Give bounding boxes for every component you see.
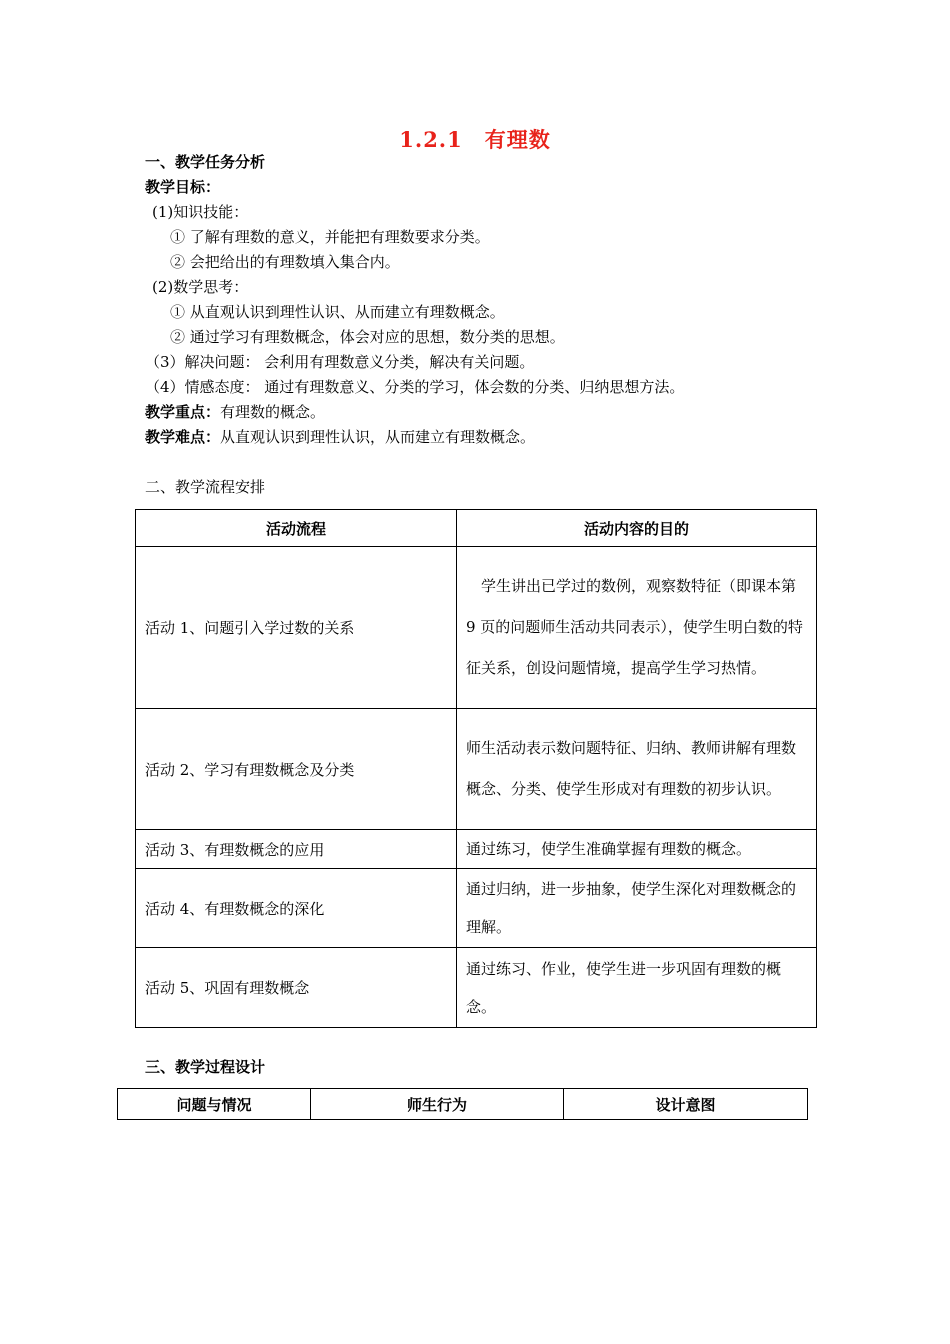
flow-table	[135, 509, 817, 1028]
activity-cell: 活动 3、有理数概念的应用	[136, 830, 457, 869]
table-row	[136, 547, 817, 709]
difficult-text: 从直观认识到理性认识，从而建立有理数概念。	[220, 428, 536, 446]
difficult-label: 教学难点：	[145, 428, 221, 446]
activity-cell: 活动 1、问题引入学过数的关系	[136, 547, 457, 709]
knowledge-item: ② 会把给出的有理数填入集合内。	[170, 253, 400, 271]
difficult-point	[145, 427, 535, 447]
process-table	[117, 1088, 808, 1120]
problem-solving: （3）解决问题： 会利用有理数意义分类，解决有关问题。	[145, 353, 535, 371]
purpose-cell: 学生讲出已学过的数例，观察数特征（即课本第 9 页的问题师生活动共同表示），使学生明白数的特征关系，创设问题情境，提高学生学习热情。	[457, 547, 817, 709]
section3-heading: 三、教学过程设计	[145, 1058, 266, 1076]
thinking-label: (2)数学思考：	[152, 278, 249, 296]
key-text: 有理数的概念。	[220, 403, 326, 421]
purpose-cell: 通过练习、作业，使学生进一步巩固有理数的概念。	[457, 948, 817, 1028]
column-header: 问题与情况	[118, 1089, 311, 1120]
knowledge-label: (1)知识技能：	[152, 203, 249, 221]
table-header-row	[118, 1089, 808, 1120]
table-row	[136, 948, 817, 1028]
column-header: 设计意图	[564, 1089, 808, 1120]
table-row	[136, 869, 817, 948]
thinking-item: ② 通过学习有理数概念，体会对应的思想，数分类的思想。	[170, 328, 565, 346]
section1-heading: 一、教学任务分析	[145, 153, 266, 171]
key-label: 教学重点：	[145, 403, 221, 421]
table-row	[136, 830, 817, 869]
purpose-cell: 师生活动表示数问题特征、归纳、教师讲解有理数概念、分类、使学生形成对有理数的初步认识。	[457, 709, 817, 830]
activity-cell: 活动 5、巩固有理数概念	[136, 948, 457, 1028]
purpose-cell: 通过练习，使学生准确掌握有理数的概念。	[457, 830, 817, 869]
activity-cell: 活动 4、有理数概念的深化	[136, 869, 457, 948]
activity-cell: 活动 2、学习有理数概念及分类	[136, 709, 457, 830]
table-header-row	[136, 510, 817, 547]
column-header: 活动流程	[136, 510, 457, 547]
column-header: 活动内容的目的	[457, 510, 817, 547]
section2-heading: 二、教学流程安排	[145, 478, 266, 496]
page-title: 1.2.1 有理数	[399, 127, 551, 152]
knowledge-item: ① 了解有理数的意义，并能把有理数要求分类。	[170, 228, 490, 246]
goals-label: 教学目标：	[145, 178, 221, 196]
table-row	[136, 709, 817, 830]
column-header: 师生行为	[311, 1089, 564, 1120]
attitude: （4）情感态度： 通过有理数意义、分类的学习，体会数的分类、归纳思想方法。	[145, 378, 685, 396]
thinking-item: ① 从直观认识到理性认识、从而建立有理数概念。	[170, 303, 505, 321]
purpose-cell: 通过归纳，进一步抽象，使学生深化对理数概念的理解。	[457, 869, 817, 948]
key-point	[145, 402, 325, 422]
